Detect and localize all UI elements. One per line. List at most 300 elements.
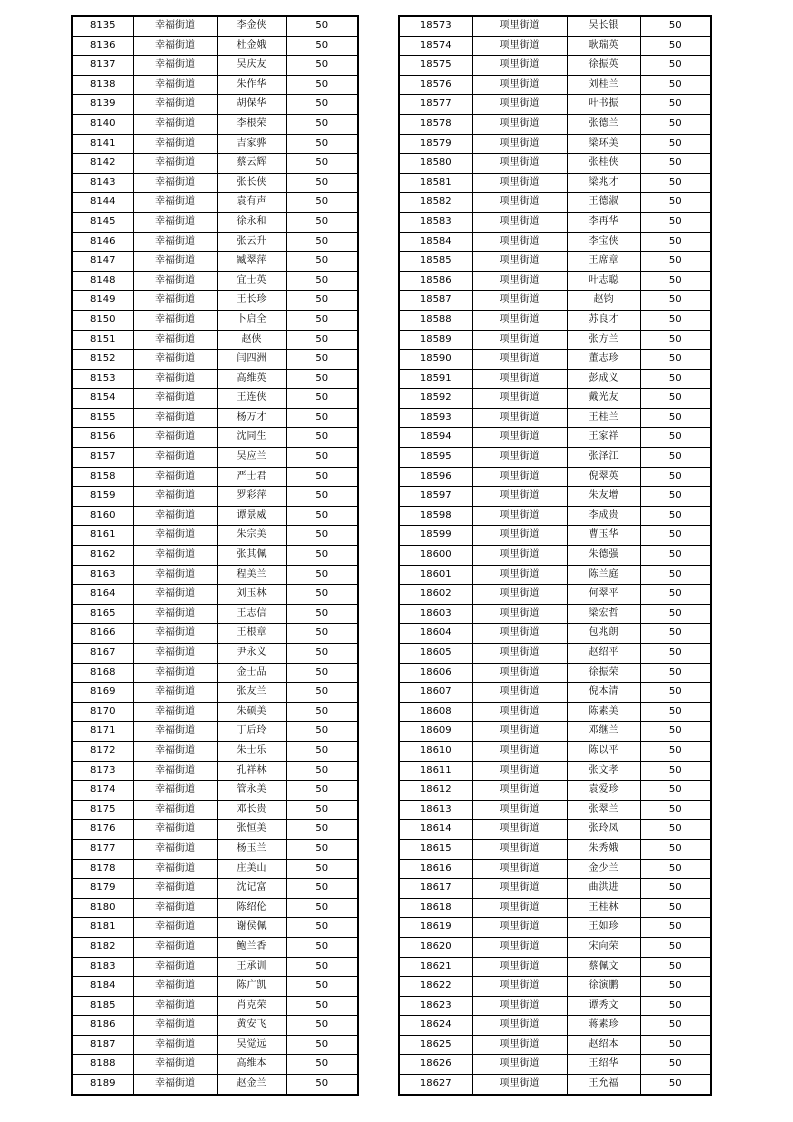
name-cell: 蒋素珍 <box>567 1016 640 1036</box>
record-number-cell: 18588 <box>399 310 472 330</box>
street-cell: 幸福街道 <box>133 291 217 311</box>
name-cell: 苏良才 <box>567 310 640 330</box>
record-number-cell: 18587 <box>399 291 472 311</box>
street-cell: 幸福街道 <box>133 134 217 154</box>
amount-cell: 50 <box>286 448 358 468</box>
name-cell: 谢侯佩 <box>217 918 286 938</box>
table-row <box>399 487 711 507</box>
record-number-cell: 8164 <box>72 585 133 605</box>
table-row <box>72 369 358 389</box>
amount-cell: 50 <box>640 722 711 742</box>
table-row <box>399 1055 711 1075</box>
street-cell: 幸福街道 <box>133 800 217 820</box>
table-row <box>399 761 711 781</box>
name-cell: 宋向荣 <box>567 937 640 957</box>
name-cell: 陈素美 <box>567 702 640 722</box>
street-cell: 幸福街道 <box>133 408 217 428</box>
table-row <box>72 644 358 664</box>
street-cell: 幸福街道 <box>133 350 217 370</box>
record-number-cell: 18597 <box>399 487 472 507</box>
record-number-cell: 18581 <box>399 173 472 193</box>
table-row <box>72 820 358 840</box>
table-row <box>399 565 711 585</box>
street-cell: 项里街道 <box>472 75 567 95</box>
record-number-cell: 18626 <box>399 1055 472 1075</box>
street-cell: 项里街道 <box>472 722 567 742</box>
record-number-cell: 18584 <box>399 232 472 252</box>
amount-cell: 50 <box>640 506 711 526</box>
name-cell: 李成贵 <box>567 506 640 526</box>
street-cell: 项里街道 <box>472 173 567 193</box>
record-number-cell: 8163 <box>72 565 133 585</box>
street-cell: 幸福街道 <box>133 506 217 526</box>
table-row <box>72 154 358 174</box>
table-row <box>399 859 711 879</box>
name-cell: 鲍兰香 <box>217 937 286 957</box>
street-cell: 项里街道 <box>472 114 567 134</box>
street-cell: 幸福街道 <box>133 585 217 605</box>
record-number-cell: 18621 <box>399 957 472 977</box>
name-cell: 刘玉林 <box>217 585 286 605</box>
record-number-cell: 18573 <box>399 16 472 36</box>
record-number-cell: 18582 <box>399 193 472 213</box>
street-cell: 项里街道 <box>472 428 567 448</box>
amount-cell: 50 <box>640 56 711 76</box>
name-cell: 赵绍本 <box>567 1035 640 1055</box>
street-cell: 幸福街道 <box>133 95 217 115</box>
record-number-cell: 8188 <box>72 1055 133 1075</box>
record-number-cell: 8167 <box>72 644 133 664</box>
record-number-cell: 8175 <box>72 800 133 820</box>
table-row <box>399 624 711 644</box>
left-table <box>71 15 359 1096</box>
amount-cell: 50 <box>286 1075 358 1095</box>
amount-cell: 50 <box>640 800 711 820</box>
amount-cell: 50 <box>640 1035 711 1055</box>
table-row <box>399 722 711 742</box>
right-table <box>398 15 712 1096</box>
amount-cell: 50 <box>286 663 358 683</box>
record-number-cell: 18623 <box>399 996 472 1016</box>
table-row <box>72 16 358 36</box>
name-cell: 杜金娥 <box>217 36 286 56</box>
table-row <box>72 839 358 859</box>
street-cell: 项里街道 <box>472 1075 567 1095</box>
record-number-cell: 8183 <box>72 957 133 977</box>
street-cell: 项里街道 <box>472 95 567 115</box>
name-cell: 卜启全 <box>217 310 286 330</box>
name-cell: 王德淑 <box>567 193 640 213</box>
amount-cell: 50 <box>286 369 358 389</box>
name-cell: 彭成义 <box>567 369 640 389</box>
table-row <box>399 546 711 566</box>
street-cell: 幸福街道 <box>133 683 217 703</box>
table-row <box>72 879 358 899</box>
amount-cell: 50 <box>640 663 711 683</box>
street-cell: 项里街道 <box>472 271 567 291</box>
name-cell: 王允福 <box>567 1075 640 1095</box>
street-cell: 项里街道 <box>472 546 567 566</box>
street-cell: 幸福街道 <box>133 428 217 448</box>
street-cell: 项里街道 <box>472 212 567 232</box>
amount-cell: 50 <box>640 996 711 1016</box>
amount-cell: 50 <box>640 291 711 311</box>
street-cell: 项里街道 <box>472 291 567 311</box>
amount-cell: 50 <box>640 212 711 232</box>
street-cell: 幸福街道 <box>133 389 217 409</box>
table-row <box>399 56 711 76</box>
name-cell: 高维英 <box>217 369 286 389</box>
street-cell: 项里街道 <box>472 467 567 487</box>
table-row <box>399 408 711 428</box>
amount-cell: 50 <box>286 389 358 409</box>
name-cell: 张文孝 <box>567 761 640 781</box>
street-cell: 幸福街道 <box>133 1075 217 1095</box>
record-number-cell: 18603 <box>399 604 472 624</box>
street-cell: 项里街道 <box>472 408 567 428</box>
record-number-cell: 8144 <box>72 193 133 213</box>
table-row <box>72 937 358 957</box>
table-row <box>399 937 711 957</box>
street-cell: 项里街道 <box>472 585 567 605</box>
name-cell: 陈绍伦 <box>217 898 286 918</box>
record-number-cell: 8187 <box>72 1035 133 1055</box>
name-cell: 何翠平 <box>567 585 640 605</box>
street-cell: 幸福街道 <box>133 644 217 664</box>
name-cell: 沈同生 <box>217 428 286 448</box>
record-number-cell: 18599 <box>399 526 472 546</box>
amount-cell: 50 <box>640 173 711 193</box>
name-cell: 张桂侠 <box>567 154 640 174</box>
name-cell: 管永美 <box>217 781 286 801</box>
name-cell: 朱士乐 <box>217 741 286 761</box>
table-row <box>72 75 358 95</box>
record-number-cell: 18592 <box>399 389 472 409</box>
name-cell: 王承训 <box>217 957 286 977</box>
name-cell: 陈广凯 <box>217 977 286 997</box>
street-cell: 项里街道 <box>472 252 567 272</box>
name-cell: 徐永和 <box>217 212 286 232</box>
street-cell: 幸福街道 <box>133 859 217 879</box>
table-row <box>72 546 358 566</box>
name-cell: 倪本清 <box>567 683 640 703</box>
name-cell: 董志珍 <box>567 350 640 370</box>
record-number-cell: 8170 <box>72 702 133 722</box>
name-cell: 高维本 <box>217 1055 286 1075</box>
amount-cell: 50 <box>640 565 711 585</box>
amount-cell: 50 <box>286 565 358 585</box>
table-row <box>72 761 358 781</box>
street-cell: 幸福街道 <box>133 330 217 350</box>
amount-cell: 50 <box>640 761 711 781</box>
amount-cell: 50 <box>286 741 358 761</box>
street-cell: 项里街道 <box>472 232 567 252</box>
table-row <box>72 56 358 76</box>
street-cell: 项里街道 <box>472 859 567 879</box>
name-cell: 耿瑞英 <box>567 36 640 56</box>
street-cell: 幸福街道 <box>133 702 217 722</box>
name-cell: 严士君 <box>217 467 286 487</box>
record-number-cell: 8138 <box>72 75 133 95</box>
name-cell: 梁宏哲 <box>567 604 640 624</box>
record-number-cell: 8174 <box>72 781 133 801</box>
record-number-cell: 18590 <box>399 350 472 370</box>
table-row <box>72 859 358 879</box>
street-cell: 幸福街道 <box>133 663 217 683</box>
table-row <box>72 741 358 761</box>
record-number-cell: 8151 <box>72 330 133 350</box>
street-cell: 幸福街道 <box>133 114 217 134</box>
street-cell: 项里街道 <box>472 781 567 801</box>
street-cell: 项里街道 <box>472 604 567 624</box>
amount-cell: 50 <box>640 369 711 389</box>
table-row <box>72 389 358 409</box>
amount-cell: 50 <box>640 154 711 174</box>
street-cell: 项里街道 <box>472 526 567 546</box>
amount-cell: 50 <box>640 134 711 154</box>
record-number-cell: 8149 <box>72 291 133 311</box>
record-number-cell: 18600 <box>399 546 472 566</box>
record-number-cell: 8179 <box>72 879 133 899</box>
amount-cell: 50 <box>640 252 711 272</box>
street-cell: 幸福街道 <box>133 232 217 252</box>
record-number-cell: 18616 <box>399 859 472 879</box>
street-cell: 项里街道 <box>472 996 567 1016</box>
amount-cell: 50 <box>640 448 711 468</box>
amount-cell: 50 <box>286 134 358 154</box>
name-cell: 吴庆友 <box>217 56 286 76</box>
name-cell: 王席章 <box>567 252 640 272</box>
table-row <box>399 977 711 997</box>
record-number-cell: 18585 <box>399 252 472 272</box>
amount-cell: 50 <box>640 389 711 409</box>
name-cell: 李根荣 <box>217 114 286 134</box>
table-row <box>399 1016 711 1036</box>
name-cell: 孔祥林 <box>217 761 286 781</box>
name-cell: 蔡佩文 <box>567 957 640 977</box>
name-cell: 蔡云辉 <box>217 154 286 174</box>
table-row <box>399 428 711 448</box>
table-row <box>72 252 358 272</box>
table-row <box>72 310 358 330</box>
name-cell: 邓长贵 <box>217 800 286 820</box>
amount-cell: 50 <box>286 937 358 957</box>
amount-cell: 50 <box>640 937 711 957</box>
name-cell: 王根章 <box>217 624 286 644</box>
amount-cell: 50 <box>286 193 358 213</box>
record-number-cell: 8155 <box>72 408 133 428</box>
table-row <box>399 506 711 526</box>
record-number-cell: 18578 <box>399 114 472 134</box>
record-number-cell: 8159 <box>72 487 133 507</box>
street-cell: 项里街道 <box>472 957 567 977</box>
record-number-cell: 18613 <box>399 800 472 820</box>
amount-cell: 50 <box>640 95 711 115</box>
street-cell: 幸福街道 <box>133 56 217 76</box>
table-row <box>399 212 711 232</box>
table-row <box>399 330 711 350</box>
amount-cell: 50 <box>286 467 358 487</box>
record-number-cell: 8162 <box>72 546 133 566</box>
street-cell: 项里街道 <box>472 761 567 781</box>
street-cell: 项里街道 <box>472 1016 567 1036</box>
amount-cell: 50 <box>640 781 711 801</box>
street-cell: 项里街道 <box>472 898 567 918</box>
table-row <box>399 193 711 213</box>
street-cell: 幸福街道 <box>133 741 217 761</box>
record-number-cell: 18610 <box>399 741 472 761</box>
street-cell: 幸福街道 <box>133 604 217 624</box>
street-cell: 项里街道 <box>472 1035 567 1055</box>
street-cell: 幸福街道 <box>133 565 217 585</box>
amount-cell: 50 <box>286 702 358 722</box>
record-number-cell: 8150 <box>72 310 133 330</box>
name-cell: 王连侠 <box>217 389 286 409</box>
amount-cell: 50 <box>286 16 358 36</box>
name-cell: 朱友增 <box>567 487 640 507</box>
street-cell: 项里街道 <box>472 839 567 859</box>
amount-cell: 50 <box>640 546 711 566</box>
table-row <box>399 310 711 330</box>
street-cell: 幸福街道 <box>133 996 217 1016</box>
name-cell: 王如珍 <box>567 918 640 938</box>
record-number-cell: 8139 <box>72 95 133 115</box>
table-row <box>399 683 711 703</box>
record-number-cell: 8143 <box>72 173 133 193</box>
record-number-cell: 8185 <box>72 996 133 1016</box>
record-number-cell: 18619 <box>399 918 472 938</box>
street-cell: 幸福街道 <box>133 957 217 977</box>
record-number-cell: 18608 <box>399 702 472 722</box>
amount-cell: 50 <box>286 781 358 801</box>
street-cell: 幸福街道 <box>133 879 217 899</box>
name-cell: 丁后玲 <box>217 722 286 742</box>
record-number-cell: 18607 <box>399 683 472 703</box>
table-row <box>399 781 711 801</box>
street-cell: 项里街道 <box>472 918 567 938</box>
amount-cell: 50 <box>640 879 711 899</box>
amount-cell: 50 <box>286 585 358 605</box>
table-row <box>72 36 358 56</box>
name-cell: 叶书振 <box>567 95 640 115</box>
record-number-cell: 18615 <box>399 839 472 859</box>
street-cell: 幸福街道 <box>133 154 217 174</box>
amount-cell: 50 <box>286 154 358 174</box>
street-cell: 项里街道 <box>472 369 567 389</box>
record-number-cell: 18575 <box>399 56 472 76</box>
street-cell: 项里街道 <box>472 56 567 76</box>
record-number-cell: 8181 <box>72 918 133 938</box>
table-row <box>399 644 711 664</box>
table-row <box>72 702 358 722</box>
table-row <box>399 839 711 859</box>
street-cell: 项里街道 <box>472 448 567 468</box>
record-number-cell: 18595 <box>399 448 472 468</box>
street-cell: 项里街道 <box>472 702 567 722</box>
amount-cell: 50 <box>640 526 711 546</box>
record-number-cell: 18609 <box>399 722 472 742</box>
record-number-cell: 8189 <box>72 1075 133 1095</box>
amount-cell: 50 <box>286 898 358 918</box>
street-cell: 项里街道 <box>472 663 567 683</box>
street-cell: 幸福街道 <box>133 918 217 938</box>
street-cell: 项里街道 <box>472 937 567 957</box>
record-number-cell: 8165 <box>72 604 133 624</box>
amount-cell: 50 <box>286 75 358 95</box>
table-row <box>399 369 711 389</box>
table-row <box>399 95 711 115</box>
table-row <box>399 663 711 683</box>
amount-cell: 50 <box>640 330 711 350</box>
name-cell: 朱德强 <box>567 546 640 566</box>
table-row <box>72 114 358 134</box>
name-cell: 张泽江 <box>567 448 640 468</box>
street-cell: 幸福街道 <box>133 761 217 781</box>
record-number-cell: 8158 <box>72 467 133 487</box>
record-number-cell: 18602 <box>399 585 472 605</box>
street-cell: 项里街道 <box>472 154 567 174</box>
amount-cell: 50 <box>286 546 358 566</box>
record-number-cell: 8184 <box>72 977 133 997</box>
table-row <box>72 957 358 977</box>
street-cell: 项里街道 <box>472 624 567 644</box>
record-number-cell: 18596 <box>399 467 472 487</box>
table-row <box>72 487 358 507</box>
table-row <box>72 291 358 311</box>
street-cell: 项里街道 <box>472 800 567 820</box>
table-row <box>72 604 358 624</box>
street-cell: 幸福街道 <box>133 369 217 389</box>
record-number-cell: 8147 <box>72 252 133 272</box>
amount-cell: 50 <box>286 330 358 350</box>
name-cell: 王桂林 <box>567 898 640 918</box>
record-number-cell: 18576 <box>399 75 472 95</box>
table-row <box>72 977 358 997</box>
amount-cell: 50 <box>286 604 358 624</box>
name-cell: 杨玉兰 <box>217 839 286 859</box>
street-cell: 项里街道 <box>472 683 567 703</box>
record-number-cell: 18611 <box>399 761 472 781</box>
table-row <box>72 193 358 213</box>
name-cell: 王绍华 <box>567 1055 640 1075</box>
name-cell: 尹永义 <box>217 644 286 664</box>
amount-cell: 50 <box>640 644 711 664</box>
table-row <box>72 506 358 526</box>
street-cell: 项里街道 <box>472 1055 567 1075</box>
table-row <box>399 252 711 272</box>
amount-cell: 50 <box>286 1055 358 1075</box>
record-number-cell: 8177 <box>72 839 133 859</box>
amount-cell: 50 <box>286 173 358 193</box>
street-cell: 幸福街道 <box>133 487 217 507</box>
street-cell: 幸福街道 <box>133 193 217 213</box>
amount-cell: 50 <box>640 702 711 722</box>
amount-cell: 50 <box>640 624 711 644</box>
amount-cell: 50 <box>640 16 711 36</box>
street-cell: 幸福街道 <box>133 212 217 232</box>
name-cell: 杨万才 <box>217 408 286 428</box>
street-cell: 项里街道 <box>472 16 567 36</box>
record-number-cell: 18614 <box>399 820 472 840</box>
street-cell: 幸福街道 <box>133 977 217 997</box>
record-number-cell: 18618 <box>399 898 472 918</box>
table-row <box>72 781 358 801</box>
amount-cell: 50 <box>640 271 711 291</box>
name-cell: 戴光友 <box>567 389 640 409</box>
amount-cell: 50 <box>286 879 358 899</box>
table-row <box>72 408 358 428</box>
street-cell: 幸福街道 <box>133 75 217 95</box>
